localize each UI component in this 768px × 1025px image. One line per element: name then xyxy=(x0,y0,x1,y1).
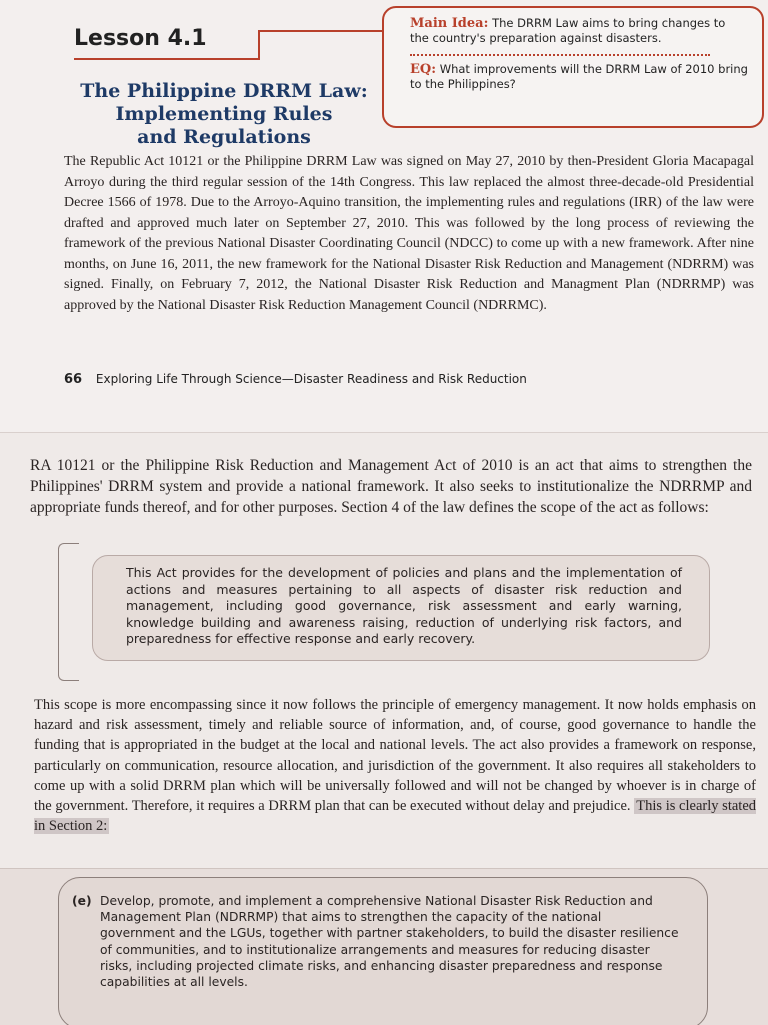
main-idea-text: The DRRM Law aims to bring changes to the country's preparation against disasters. xyxy=(410,16,726,45)
essential-question xyxy=(410,62,750,92)
dotted-divider xyxy=(410,54,710,56)
title-line-2: Implementing Rules xyxy=(115,103,333,125)
page-number: 66 xyxy=(64,372,83,387)
main-idea xyxy=(410,16,750,46)
intro-paragraph: The Republic Act 10121 or the Philippine DRRM Law was signed on May 27, 2010 by then-President Gloria Macapagal Arroyo during the third regular session of the 14th Congress. This law replaced the almost three-decade-old Presidential Decree 1566 of 1978. Due to the Arroyo-Aquino transition, the implementing rules and regulations (IRR) of the law were drafted and approved much later on September 27, 2010. This was followed by the long process of reviewing the framework of the previous National Disaster Coordinating Council (NDCC) to come up with a new framework. After nine months, on June 16, 2011, the new framework for the National Disaster Risk Reduction and Management (NDRRM) was signed. Finally, on February 7, 2012, the National Disaster Risk Reduction and Managment Plan (NDRRMP) was approved by the National Disaster Risk Reduction Management Council (NDRRMC). xyxy=(64,154,754,313)
scope-paragraph xyxy=(34,695,756,836)
page-footer xyxy=(64,372,527,387)
lesson-underline xyxy=(74,58,260,60)
title-line-3: and Regulations xyxy=(137,126,311,148)
title-line-1: The Philippine DRRM Law: xyxy=(80,80,368,102)
eq-label: EQ: xyxy=(410,62,437,77)
section-2-item-e xyxy=(72,893,680,990)
lesson-label: Lesson 4.1 xyxy=(74,26,207,51)
section-4-quote: This Act provides for the development of policies and plans and the implementation of actions and measures pertaining to all aspects of disaster risk reduction and management, including good governance, risk assessment and early warning, knowledge building and awareness raising, reduction of underlying risk factors, and preparedness for effective response and early recovery. xyxy=(126,565,682,646)
item-text: Develop, promote, and implement a comprehensive National Disaster Risk Reduction and Management Plan (NDRRMP) that aims to strengthen the capacity of the national government and the LGUs, together with partner stakeholders, to build the disaster resilience of communities, and to institutionalize arrangements and measures for reducing disaster risks, including projected climate risks, and enhancing disaster preparedness and response capabilities at all levels. xyxy=(100,894,679,990)
textbook-page-top xyxy=(0,0,768,432)
item-label: (e) xyxy=(72,894,92,908)
textbook-page-bottom xyxy=(0,868,768,1025)
scope-paragraph-text: This scope is more encompassing since it now follows the principle of emergency management. It now holds emphasis on hazard and risk assessment, timely and reliable source of information, and, of course, good governance to handle the funding that is appropriated in the budget at the local and national levels. The act also provides a framework on response, particularly on communication, resource allocation, and jurisdiction of the government. It also requires all stakeholders to come up with a solid DRRM plan which will be universally followed and will not be changed by whoever is in charge of the government. Therefore, it requires a DRRM plan that can be executed without delay and prejudice. xyxy=(34,697,756,815)
lesson-title xyxy=(64,80,384,149)
main-idea-label: Main Idea: xyxy=(410,16,489,31)
ra-10121-paragraph: RA 10121 or the Philippine Risk Reduction and Management Act of 2010 is an act that aims to strengthen the Philippines' DRRM system and provide a national framework. It also seeks to institutionalize the NDRRMP and appropriate funds thereof, and for other purposes. Section 4 of the law defines the scope of the act as follows: xyxy=(30,457,752,516)
lesson-connector-line xyxy=(258,30,382,60)
main-idea-box xyxy=(382,6,764,128)
textbook-page-middle xyxy=(0,432,768,869)
book-title: Exploring Life Through Science—Disaster Readiness and Risk Reduction xyxy=(95,372,527,386)
eq-text: What improvements will the DRRM Law of 2010 bring to the Philippines? xyxy=(410,62,748,91)
section-2-reference: This is clearly stated in Section 2: xyxy=(34,798,757,835)
quote-bracket xyxy=(58,543,79,681)
